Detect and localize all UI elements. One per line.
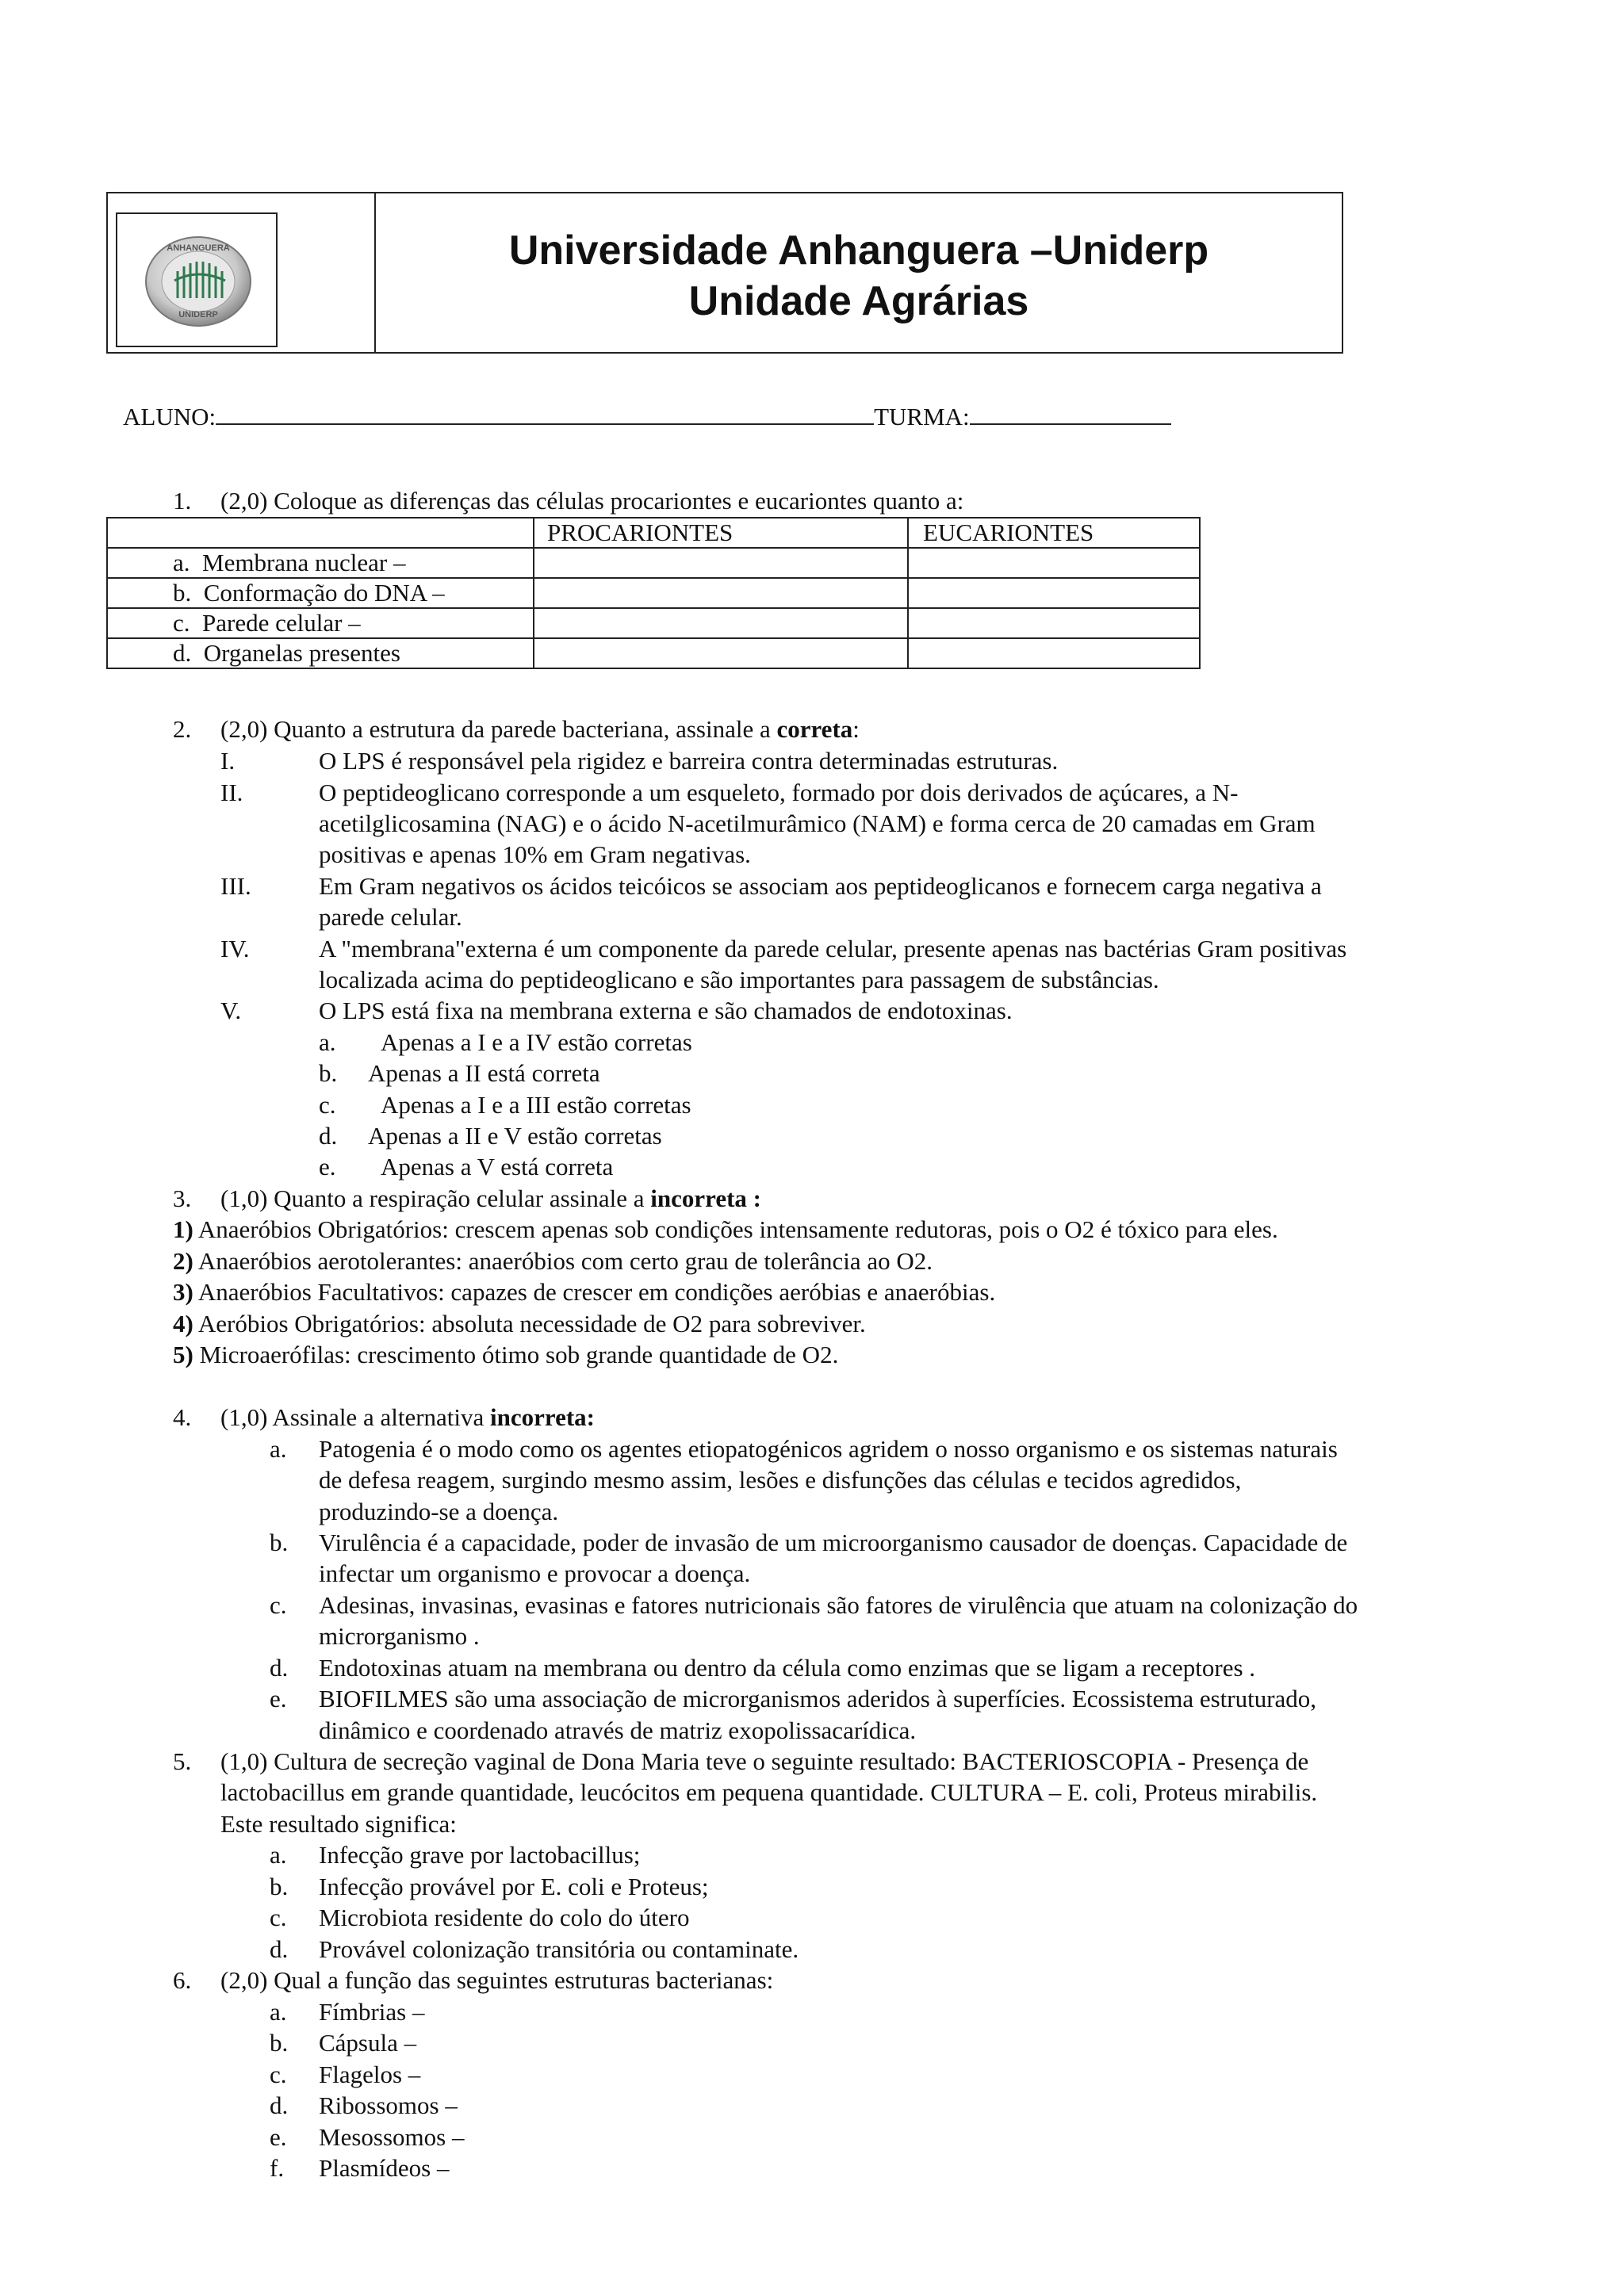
q3-item <box>173 1308 866 1340</box>
option-text[interactable]: Plasmídeos – <box>319 2154 450 2182</box>
option-letter[interactable]: a. <box>270 1841 287 1869</box>
q3-item <box>173 1339 838 1371</box>
option-letter[interactable]: b. <box>319 1059 338 1087</box>
cell-eucariontes[interactable] <box>908 548 1200 578</box>
option-text[interactable]: Apenas a II e V estão corretas <box>368 1122 662 1150</box>
q5-number: 5. <box>173 1747 192 1775</box>
q6-number: 6. <box>173 1966 192 1994</box>
q4-number: 4. <box>173 1403 192 1431</box>
option-letter[interactable]: b. <box>270 1529 289 1556</box>
logo-text-top: ANHANGUERA <box>167 243 230 253</box>
q3-item-text: Anaeróbios aerotolerantes: anaeróbios com certo grau de tolerância ao O2. <box>197 1247 933 1275</box>
q2-item-line: parede celular. <box>319 903 462 931</box>
q2-item-roman: IV. <box>220 935 250 962</box>
option-letter: e. <box>270 2123 287 2151</box>
q5-line: Este resultado significa: <box>220 1810 457 1838</box>
logo-text-bottom: UNIDERP <box>178 310 218 320</box>
option-line[interactable]: infectar um organismo e provocar a doença. <box>319 1559 751 1587</box>
q2-item-line: O LPS está fixa na membrana externa e são chamados de endotoxinas. <box>319 997 1013 1024</box>
option-letter[interactable]: d. <box>270 1654 289 1682</box>
option-text[interactable]: Microbiota residente do colo do útero <box>319 1904 690 1931</box>
cell-procariontes[interactable] <box>534 608 908 638</box>
option-text[interactable]: Apenas a V está correta <box>381 1153 614 1181</box>
option-letter[interactable]: b. <box>270 1873 289 1900</box>
aluno-field[interactable] <box>216 401 874 425</box>
table-row <box>107 638 1200 668</box>
turma-label: TURMA: <box>874 403 970 430</box>
option-line[interactable]: Endotoxinas atuam na membrana ou dentro da célula como enzimas que se ligam a receptores . <box>319 1654 1256 1682</box>
q3-item-num: 2) <box>173 1247 193 1275</box>
option-letter: d. <box>270 2091 289 2119</box>
option-letter[interactable]: a. <box>270 1435 287 1463</box>
q3-item-text: Aeróbios Obrigatórios: absoluta necessidade de O2 para sobreviver. <box>197 1310 866 1337</box>
option-line[interactable]: produzindo-se a doença. <box>319 1498 559 1525</box>
row-label <box>107 638 534 668</box>
q2-item-roman: V. <box>220 997 242 1024</box>
option-letter: b. <box>270 2029 289 2057</box>
q3-text <box>220 1183 761 1215</box>
option-letter[interactable]: c. <box>319 1091 336 1119</box>
option-text[interactable]: Fímbrias – <box>319 1998 425 2026</box>
header-divider <box>374 193 376 352</box>
row-letter: c. <box>173 609 190 637</box>
q4-text-bold: incorreta: <box>490 1403 596 1431</box>
q3-text-pre: (1,0) Quanto a respiração celular assinale a <box>220 1184 651 1212</box>
q4-text <box>220 1402 595 1433</box>
option-line[interactable]: BIOFILMES são uma associação de microrganismos aderidos à superfícies. Ecossistema estruturado, <box>319 1685 1317 1712</box>
q2-text <box>220 714 860 745</box>
option-letter: f. <box>270 2154 285 2182</box>
option-text[interactable]: Flagelos – <box>319 2061 421 2088</box>
option-text[interactable]: Provável colonização transitória ou contaminate. <box>319 1935 799 1963</box>
university-logo <box>143 235 254 328</box>
q3-number: 3. <box>173 1184 192 1212</box>
title-line-2: Unidade Agrárias <box>688 278 1029 324</box>
cell-procariontes[interactable] <box>534 638 908 668</box>
q6-text: (2,0) Qual a função das seguintes estruturas bacterianas: <box>220 1966 774 1994</box>
option-line[interactable]: Patogenia é o modo como os agentes etiopatogénicos agridem o nosso organismo e os sistemas naturais <box>319 1435 1338 1463</box>
option-letter[interactable]: e. <box>270 1685 287 1712</box>
col-header-eucariontes: EUCARIONTES <box>908 518 1200 548</box>
row-label <box>107 578 534 608</box>
cell-procariontes[interactable] <box>534 578 908 608</box>
title-line-1: Universidade Anhanguera –Uniderp <box>508 228 1209 274</box>
option-text[interactable]: Mesossomos – <box>319 2123 465 2151</box>
q3-item-num: 3) <box>173 1278 193 1306</box>
q2-item-line: acetilglicosamina (NAG) e o ácido N-acetilmurâmico (NAM) e forma cerca de 20 camadas em Gram <box>319 809 1316 837</box>
option-letter[interactable]: a. <box>319 1028 336 1056</box>
q3-item-text: Microaerófilas: crescimento ótimo sob grande quantidade de O2. <box>199 1341 839 1368</box>
row-text: Membrana nuclear – <box>202 549 406 576</box>
table-row <box>107 548 1200 578</box>
option-line[interactable]: Virulência é a capacidade, poder de invasão de um microorganismo causador de doenças. Capacidade de <box>319 1529 1348 1556</box>
col-header-procariontes: PROCARIONTES <box>534 518 908 548</box>
option-text[interactable]: Apenas a I e a III estão corretas <box>381 1091 691 1119</box>
table-row <box>107 578 1200 608</box>
q1-text: (2,0) Coloque as diferenças das células procariontes e eucariontes quanto a: <box>220 487 964 515</box>
logo-cell <box>116 212 278 347</box>
row-letter: b. <box>173 579 192 607</box>
option-letter[interactable]: c. <box>270 1591 287 1619</box>
cell-eucariontes[interactable] <box>908 638 1200 668</box>
q2-number: 2. <box>173 715 192 743</box>
q3-text-bold: incorreta : <box>650 1184 761 1212</box>
option-line[interactable]: microrganismo . <box>319 1622 480 1650</box>
q3-item-text: Anaeróbios Obrigatórios: crescem apenas sob condições intensamente redutoras, pois o O2 é tóxico para eles. <box>197 1215 1278 1243</box>
option-text[interactable]: Apenas a I e a IV estão corretas <box>381 1028 692 1056</box>
table-header-row <box>107 518 1200 548</box>
option-text[interactable]: Apenas a II está correta <box>368 1059 600 1087</box>
q3-item <box>173 1214 1278 1246</box>
option-text[interactable]: Cápsula – <box>319 2029 417 2057</box>
student-line <box>123 401 1171 433</box>
q2-text-pre: (2,0) Quanto a estrutura da parede bacteriana, assinale a <box>220 715 777 743</box>
q2-item-roman: I. <box>220 747 236 775</box>
aluno-label: ALUNO: <box>123 403 216 430</box>
q2-item-line: localizada acima do peptideoglicano e são importantes para passagem de substâncias. <box>319 966 1159 993</box>
q3-item-num: 4) <box>173 1310 193 1337</box>
option-text[interactable]: Infecção provável por E. coli e Proteus; <box>319 1873 709 1900</box>
q2-text-post: : <box>852 715 860 743</box>
q2-text-bold: correta <box>776 715 853 743</box>
q3-item-num: 5) <box>173 1341 193 1368</box>
option-letter: a. <box>270 1998 287 2026</box>
q2-item-line: Em Gram negativos os ácidos teicóicos se associam aos peptideoglicanos e fornecem carga negativa a <box>319 872 1322 900</box>
q3-item <box>173 1246 933 1277</box>
q3-item <box>173 1276 995 1308</box>
option-letter[interactable]: d. <box>270 1935 289 1963</box>
table-header-blank <box>107 518 534 548</box>
option-letter[interactable]: d. <box>319 1122 338 1150</box>
q1-number: 1. <box>173 487 192 515</box>
option-line[interactable]: de defesa reagem, surgindo mesmo assim, lesões e disfunções das células e tecidos agredidos, <box>319 1466 1242 1494</box>
q3-item-num: 1) <box>173 1215 193 1243</box>
option-line[interactable]: Adesinas, invasinas, evasinas e fatores nutricionais são fatores de virulência que atuam na colonização do <box>319 1591 1358 1619</box>
q1-comparison-table <box>106 517 1201 669</box>
q2-item-line: O LPS é responsável pela rigidez e barreira contra determinadas estruturas. <box>319 747 1059 775</box>
cell-eucariontes[interactable] <box>908 578 1200 608</box>
option-line[interactable]: dinâmico e coordenado através de matriz exopolissacarídica. <box>319 1716 917 1744</box>
option-text[interactable]: Ribossomos – <box>319 2091 458 2119</box>
row-text: Conformação do DNA – <box>203 579 445 607</box>
row-letter: a. <box>173 549 190 576</box>
page-title <box>377 225 1340 327</box>
q2-item-roman: III. <box>220 872 251 900</box>
row-label <box>107 608 534 638</box>
table-row <box>107 608 1200 638</box>
option-letter[interactable]: c. <box>270 1904 287 1931</box>
q4-text-pre: (1,0) Assinale a alternativa <box>220 1403 491 1431</box>
cell-procariontes[interactable] <box>534 548 908 578</box>
cell-eucariontes[interactable] <box>908 608 1200 638</box>
q2-item-line: positivas e apenas 10% em Gram negativas. <box>319 840 751 868</box>
row-text: Organelas presentes <box>203 639 400 667</box>
option-letter: c. <box>270 2061 287 2088</box>
q2-item-line: O peptideoglicano corresponde a um esqueleto, formado por dois derivados de açúcares, a N- <box>319 779 1239 806</box>
header-box <box>106 192 1343 354</box>
q3-item-text: Anaeróbios Facultativos: capazes de crescer em condições aeróbias e anaeróbias. <box>197 1278 996 1306</box>
turma-field[interactable] <box>970 401 1171 425</box>
row-letter: d. <box>173 639 192 667</box>
option-letter[interactable]: e. <box>319 1153 336 1181</box>
q5-line: (1,0) Cultura de secreção vaginal de Dona Maria teve o seguinte resultado: BACTERIOSCOPIA - Presença de <box>220 1747 1309 1775</box>
row-label <box>107 548 534 578</box>
row-text: Parede celular – <box>202 609 361 637</box>
option-text[interactable]: Infecção grave por lactobacillus; <box>319 1841 641 1869</box>
q2-item-line: A "membrana"externa é um componente da parede celular, presente apenas nas bactérias Gram positivas <box>319 935 1347 962</box>
q2-item-roman: II. <box>220 779 243 806</box>
q5-line: lactobacillus em grande quantidade, leucócitos em pequena quantidade. CULTURA – E. coli, Proteus mirabilis. <box>220 1778 1318 1806</box>
